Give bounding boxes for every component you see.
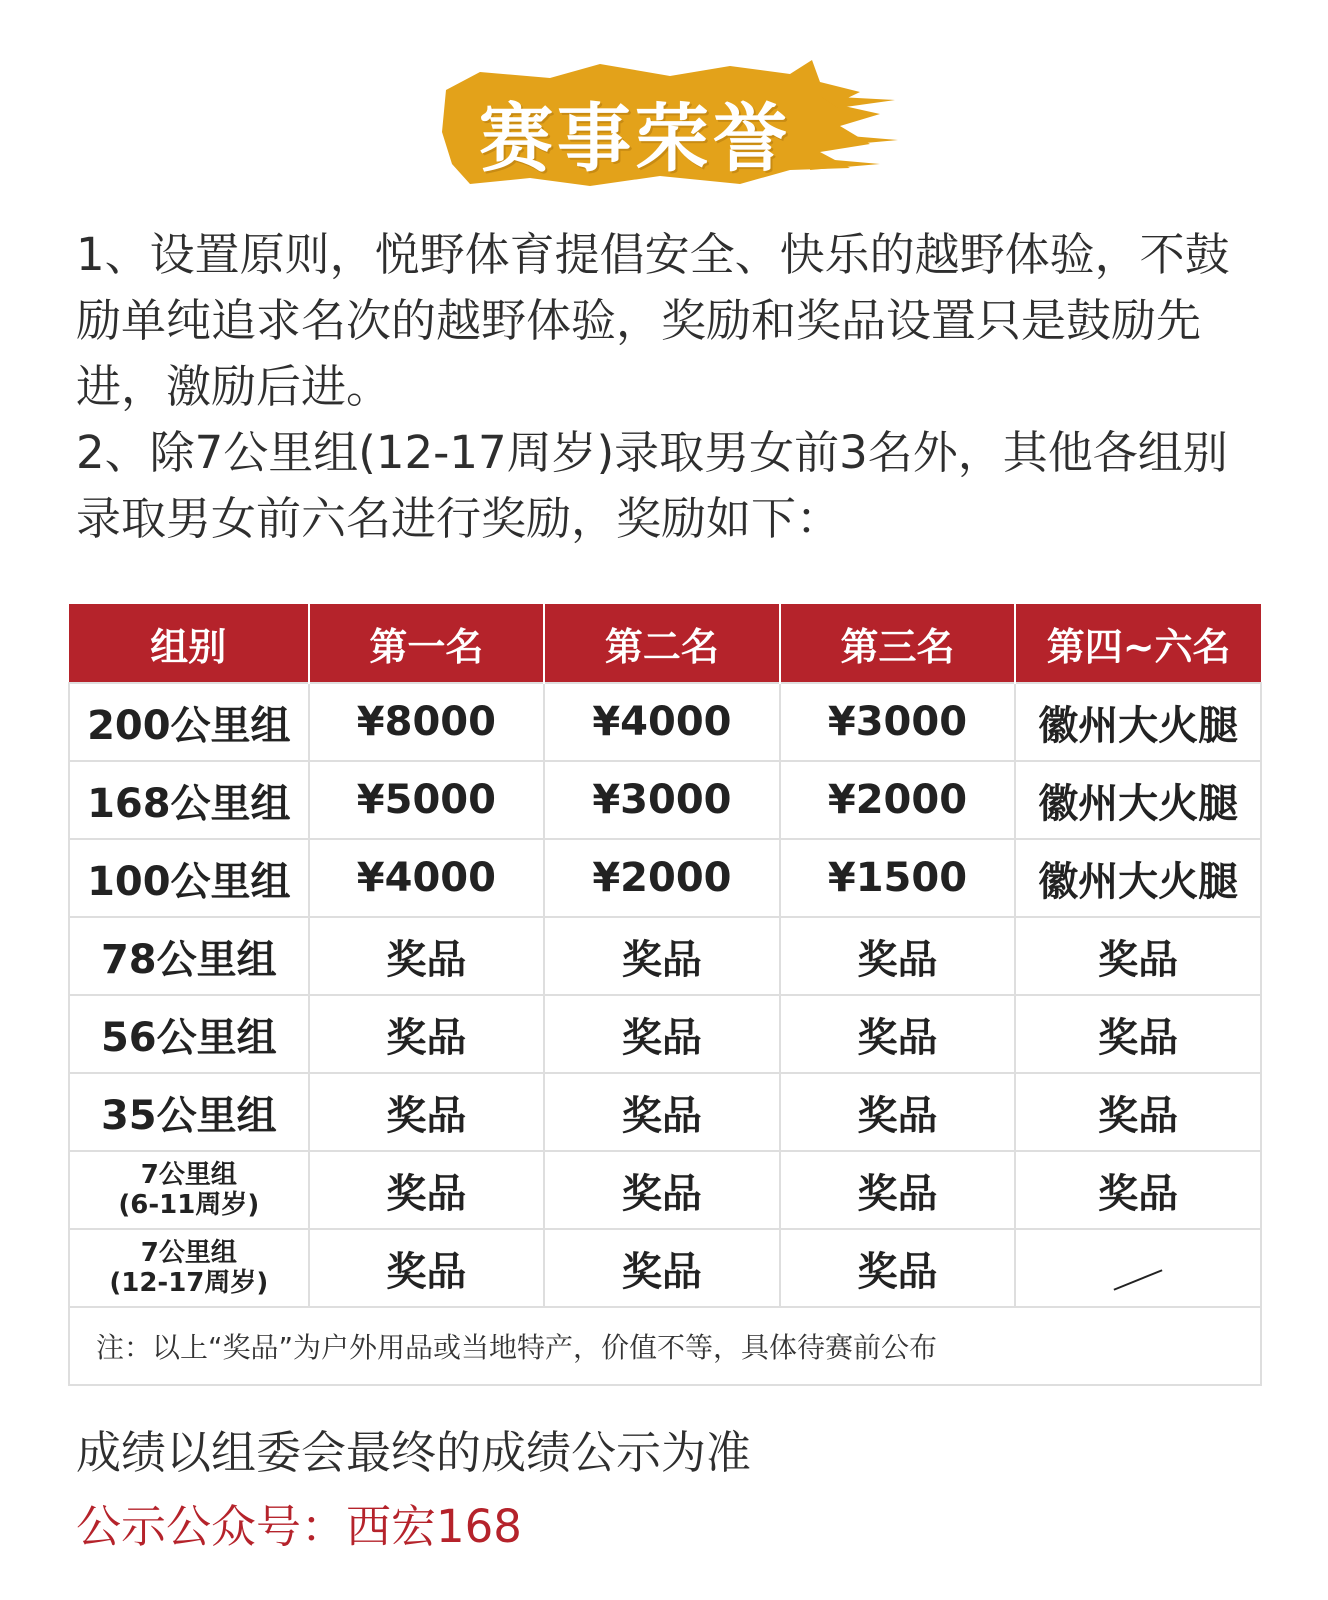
- table-note-row: [69, 1307, 1261, 1385]
- cell-prize: 奖品: [544, 995, 780, 1073]
- header-group: 组别: [69, 604, 309, 683]
- group-name: 7公里组: [140, 1238, 237, 1268]
- intro-paragraph-1: 1、设置原则，悦野体育提倡安全、快乐的越野体验，不鼓励单纯追求名次的越野体验，奖励和奖品设置只是鼓励先进，激励后进。: [76, 228, 1230, 413]
- cell-prize: ¥5000: [309, 761, 545, 839]
- slash-mark: [1114, 1269, 1163, 1290]
- cell-prize: ¥8000: [309, 683, 545, 761]
- cell-prize: ¥3000: [544, 761, 780, 839]
- table-row: [69, 995, 1261, 1073]
- cell-group: [69, 1229, 309, 1307]
- header-second: 第二名: [544, 604, 780, 683]
- table-note: 注：以上“奖品”为户外用品或当地特产，价值不等，具体待赛前公布: [69, 1307, 1261, 1385]
- cell-prize: ¥1500: [780, 839, 1016, 917]
- cell-prize: 奖品: [544, 1151, 780, 1229]
- public-account-note: 公示公众号：西宏168: [76, 1500, 522, 1553]
- cell-prize: ¥3000: [780, 683, 1016, 761]
- cell-group: 168公里组: [69, 761, 309, 839]
- cell-prize: 徽州大火腿: [1015, 683, 1261, 761]
- cell-prize: 奖品: [309, 1229, 545, 1307]
- group-age: (12-17周岁): [109, 1268, 269, 1298]
- cell-prize: ¥4000: [309, 839, 545, 917]
- header-first: 第一名: [309, 604, 545, 683]
- intro-paragraph-2: 2、除7公里组(12-17周岁)录取男女前3名外，其他各组别录取男女前六名进行奖励，奖励如下：: [76, 426, 1228, 545]
- table-row: [69, 1229, 1261, 1307]
- cell-prize: ¥2000: [544, 839, 780, 917]
- cell-group: [69, 1151, 309, 1229]
- cell-prize: 奖品: [1015, 1151, 1261, 1229]
- cell-prize: 奖品: [309, 1073, 545, 1151]
- cell-prize: 奖品: [309, 995, 545, 1073]
- cell-group: 78公里组: [69, 917, 309, 995]
- cell-prize: 奖品: [780, 1229, 1016, 1307]
- title-banner: [440, 52, 900, 192]
- table-row: [69, 839, 1261, 917]
- group-name: 7公里组: [140, 1160, 237, 1190]
- table-row: [69, 761, 1261, 839]
- cell-prize: 奖品: [1015, 1073, 1261, 1151]
- cell-prize: 徽州大火腿: [1015, 761, 1261, 839]
- cell-group: 35公里组: [69, 1073, 309, 1151]
- cell-group: 200公里组: [69, 683, 309, 761]
- cell-prize: ¥2000: [780, 761, 1016, 839]
- header-third: 第三名: [780, 604, 1016, 683]
- cell-group: 56公里组: [69, 995, 309, 1073]
- intro-text: [76, 222, 1256, 552]
- group-age: (6-11周岁): [118, 1190, 260, 1220]
- table-row: [69, 1151, 1261, 1229]
- cell-prize: 奖品: [780, 1151, 1016, 1229]
- cell-prize: 奖品: [544, 1229, 780, 1307]
- cell-prize: 奖品: [1015, 995, 1261, 1073]
- cell-prize: 奖品: [780, 1073, 1016, 1151]
- table-row: [69, 1073, 1261, 1151]
- page-title: 赛事荣誉: [479, 96, 791, 182]
- cell-prize: 徽州大火腿: [1015, 839, 1261, 917]
- results-note: 成绩以组委会最终的成绩公示为准: [76, 1426, 752, 1479]
- cell-empty-slash: [1015, 1229, 1261, 1307]
- cell-prize: 奖品: [544, 1073, 780, 1151]
- table-row: [69, 917, 1261, 995]
- cell-prize: 奖品: [780, 995, 1016, 1073]
- cell-prize: 奖品: [309, 1151, 545, 1229]
- cell-prize: 奖品: [544, 917, 780, 995]
- header-fourth-sixth: 第四~六名: [1015, 604, 1261, 683]
- cell-prize: ¥4000: [544, 683, 780, 761]
- table-row: [69, 683, 1261, 761]
- cell-prize: 奖品: [309, 917, 545, 995]
- cell-prize: 奖品: [780, 917, 1016, 995]
- prize-table: [68, 604, 1262, 1386]
- cell-group: 100公里组: [69, 839, 309, 917]
- cell-prize: 奖品: [1015, 917, 1261, 995]
- table-header-row: [69, 604, 1261, 683]
